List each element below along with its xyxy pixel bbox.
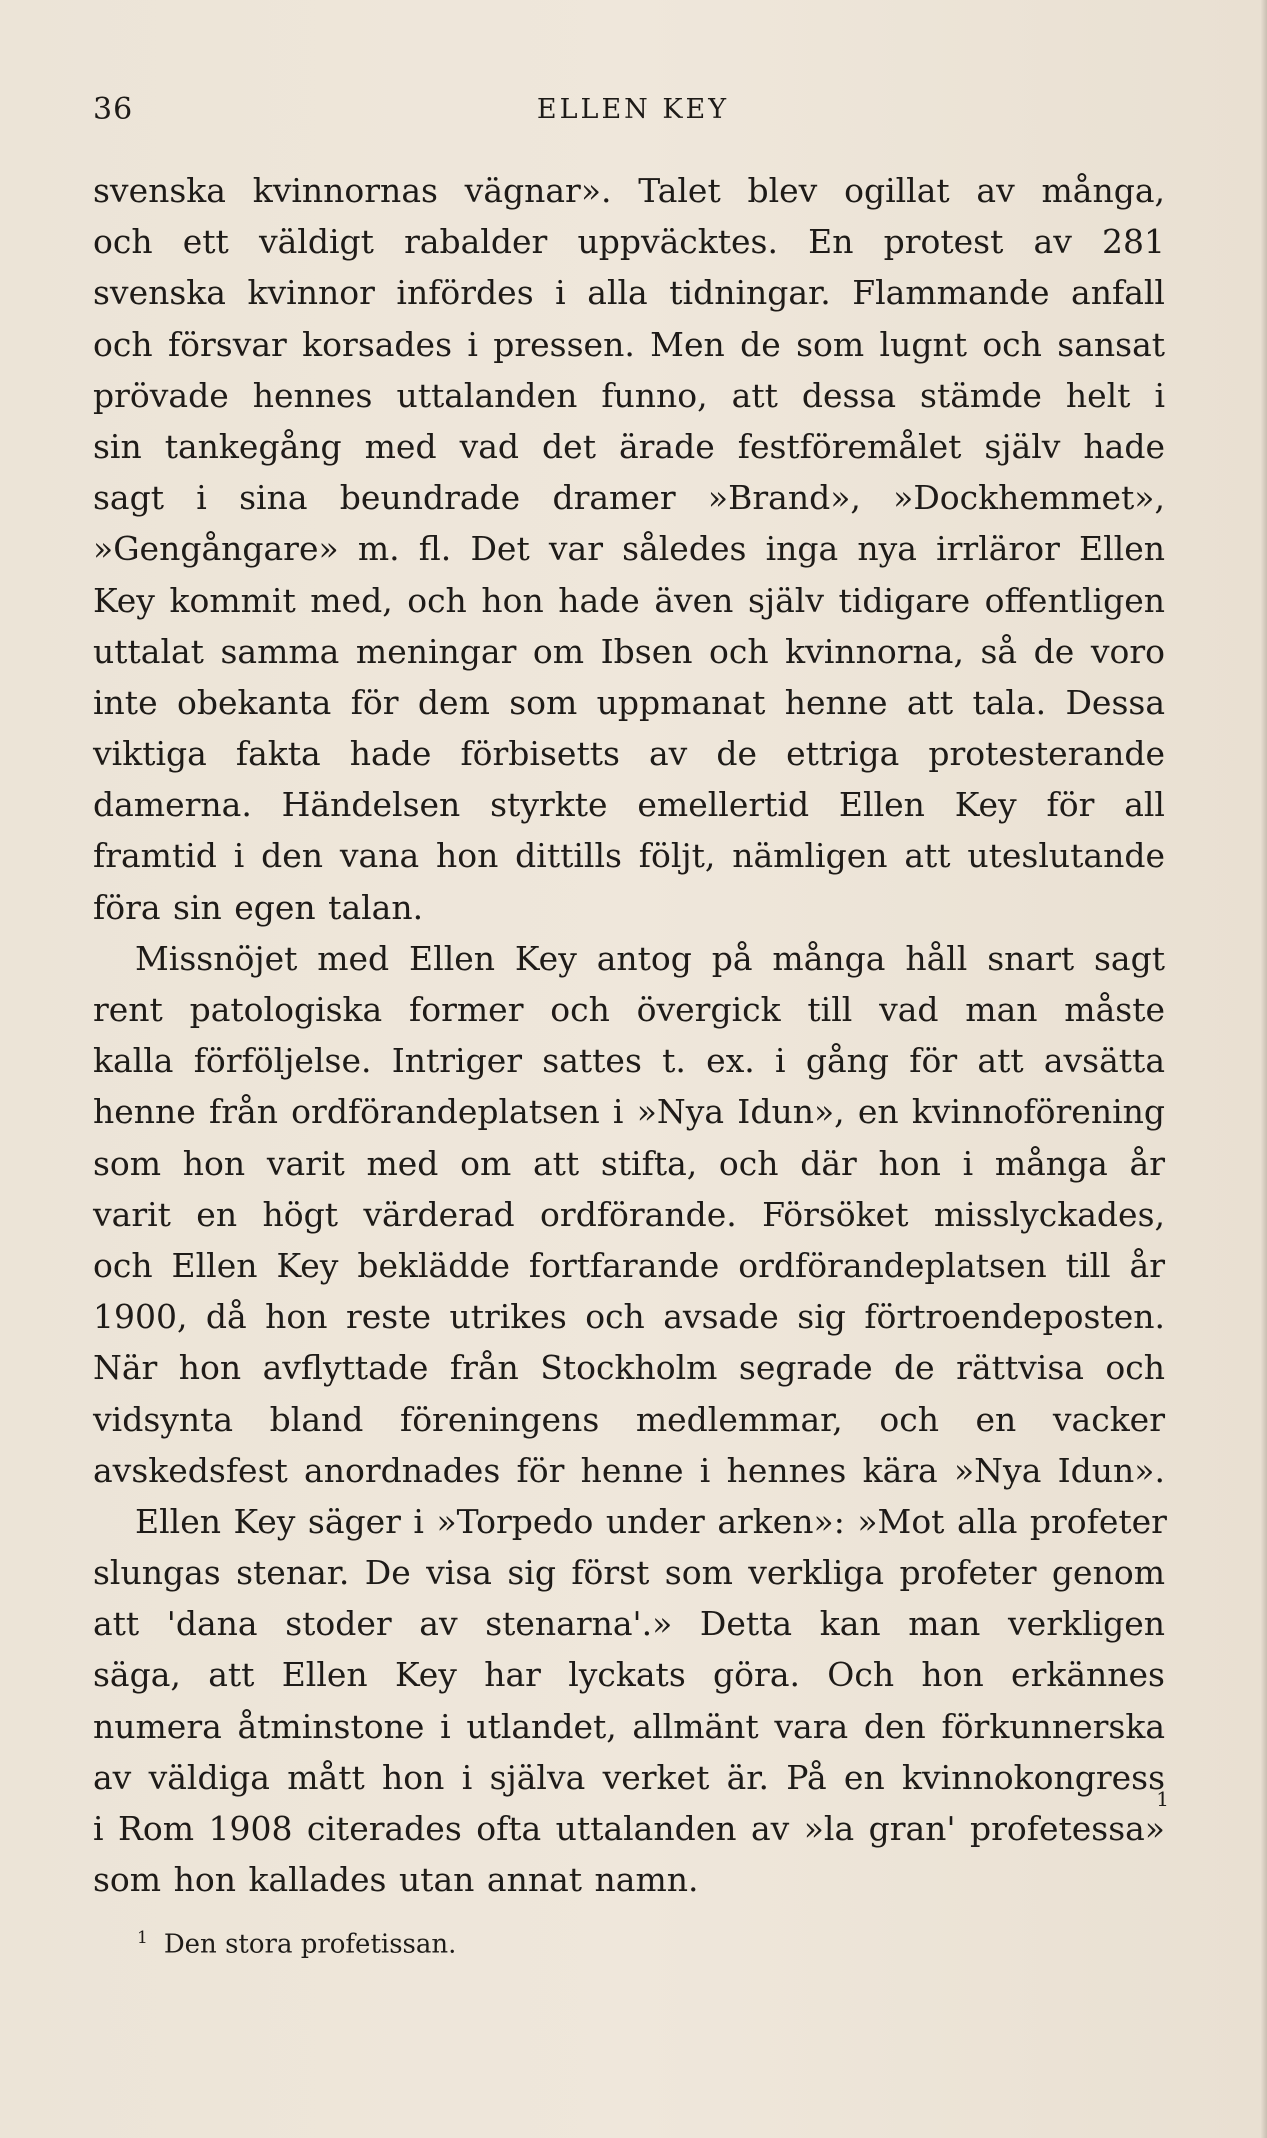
text-line: prövade hennes uttalanden funno, att dessa stämde helt i	[93, 375, 1165, 415]
text-line: varit en högt värderad ordförande. Försöket misslyckades,	[93, 1194, 1165, 1234]
text-line: sagt i sina beundrade dramer »Brand», »Dockhemmet»,	[93, 478, 1165, 518]
footnote-text: Den stora profetissan.	[163, 1929, 457, 1960]
running-head	[93, 92, 1173, 132]
text-line: uttalat samma meningar om Ibsen och kvinnorna, så de voro	[93, 631, 1165, 671]
text-line: kalla förföljelse. Intriger sattes t. ex. i gång för att avsätta	[93, 1041, 1165, 1081]
text-line: säga, att Ellen Key har lyckats göra. Och hon erkännes	[93, 1655, 1165, 1695]
running-title: ELLEN KEY	[536, 94, 730, 125]
page-number: 36	[93, 92, 134, 127]
text-line-content: i Rom 1908 citerades ofta uttalanden av »la gran' profetessa»	[93, 1809, 1165, 1848]
body-text	[93, 165, 1169, 1905]
text-line: svenska kvinnornas vägnar». Talet blev ogillat av många,	[93, 171, 1165, 210]
text-line-with-footnote-reference	[93, 1787, 1169, 1854]
text-line: vidsynta bland föreningens medlemmar, och en vacker	[93, 1399, 1165, 1439]
text-line: av väldiga mått hon i själva verket är. På en kvinnokongress	[93, 1757, 1165, 1797]
text-line-paragraph-end: föra sin egen talan.	[93, 887, 424, 927]
text-line: och Ellen Key beklädde fortfarande ordförandeplatsen till år	[93, 1245, 1165, 1285]
page-edge	[1261, 0, 1267, 2138]
footnote-reference: 1	[1156, 1787, 1169, 1811]
footnote-number: 1	[137, 1928, 148, 1948]
text-line: »Gengångare» m. fl. Det var således inga nya irrläror Ellen	[93, 529, 1165, 569]
text-line: svenska kvinnor infördes i alla tidningar. Flammande anfall	[93, 273, 1165, 313]
text-line: henne från ordförandeplatsen i »Nya Idun», en kvinnoförening	[93, 1092, 1165, 1132]
text-line-paragraph-end: som hon kallades utan annat namn.	[93, 1860, 699, 1900]
text-line: och ett väldigt rabalder uppväcktes. En protest av 281	[93, 222, 1165, 262]
text-line: att 'dana stoder av stenarna'.» Detta kan man verkligen	[93, 1604, 1165, 1644]
text-line: numera åtminstone i utlandet, allmänt vara den förkunnerska	[93, 1706, 1165, 1746]
text-line-paragraph-start: Missnöjet med Ellen Key antog på många håll snart sagt	[135, 938, 1165, 978]
text-line: damerna. Händelsen styrkte emellertid Ellen Key för all	[93, 785, 1165, 825]
text-line: inte obekanta för dem som uppmanat henne att tala. Dessa	[93, 682, 1165, 722]
text-line: När hon avflyttade från Stockholm segrade de rättvisa och	[93, 1348, 1165, 1388]
text-line: Key kommit med, och hon hade även själv tidigare offentligen	[93, 580, 1165, 620]
footnote	[137, 1920, 457, 1960]
text-line-paragraph-start: Ellen Key säger i »Torpedo under arken»: »Mot alla profeter	[135, 1501, 1167, 1541]
text-line: rent patologiska former och övergick till vad man måste	[93, 990, 1165, 1029]
text-line: avskedsfest anordnades för henne i hennes kära »Nya Idun».	[93, 1450, 1165, 1490]
text-line: 1900, då hon reste utrikes och avsade sig förtroendeposten.	[93, 1297, 1165, 1337]
text-line: viktiga fakta hade förbisetts av de ettriga protesterande	[93, 734, 1165, 774]
text-line: slungas stenar. De visa sig först som verkliga profeter genom	[93, 1553, 1165, 1593]
text-line: framtid i den vana hon dittills följt, nämligen att uteslutande	[93, 836, 1165, 876]
text-line: som hon varit med om att stifta, och där hon i många år	[93, 1143, 1165, 1183]
text-line: sin tankegång med vad det ärade festföremålet själv hade	[93, 426, 1165, 466]
text-line: och försvar korsades i pressen. Men de som lugnt och sansat	[93, 324, 1165, 364]
